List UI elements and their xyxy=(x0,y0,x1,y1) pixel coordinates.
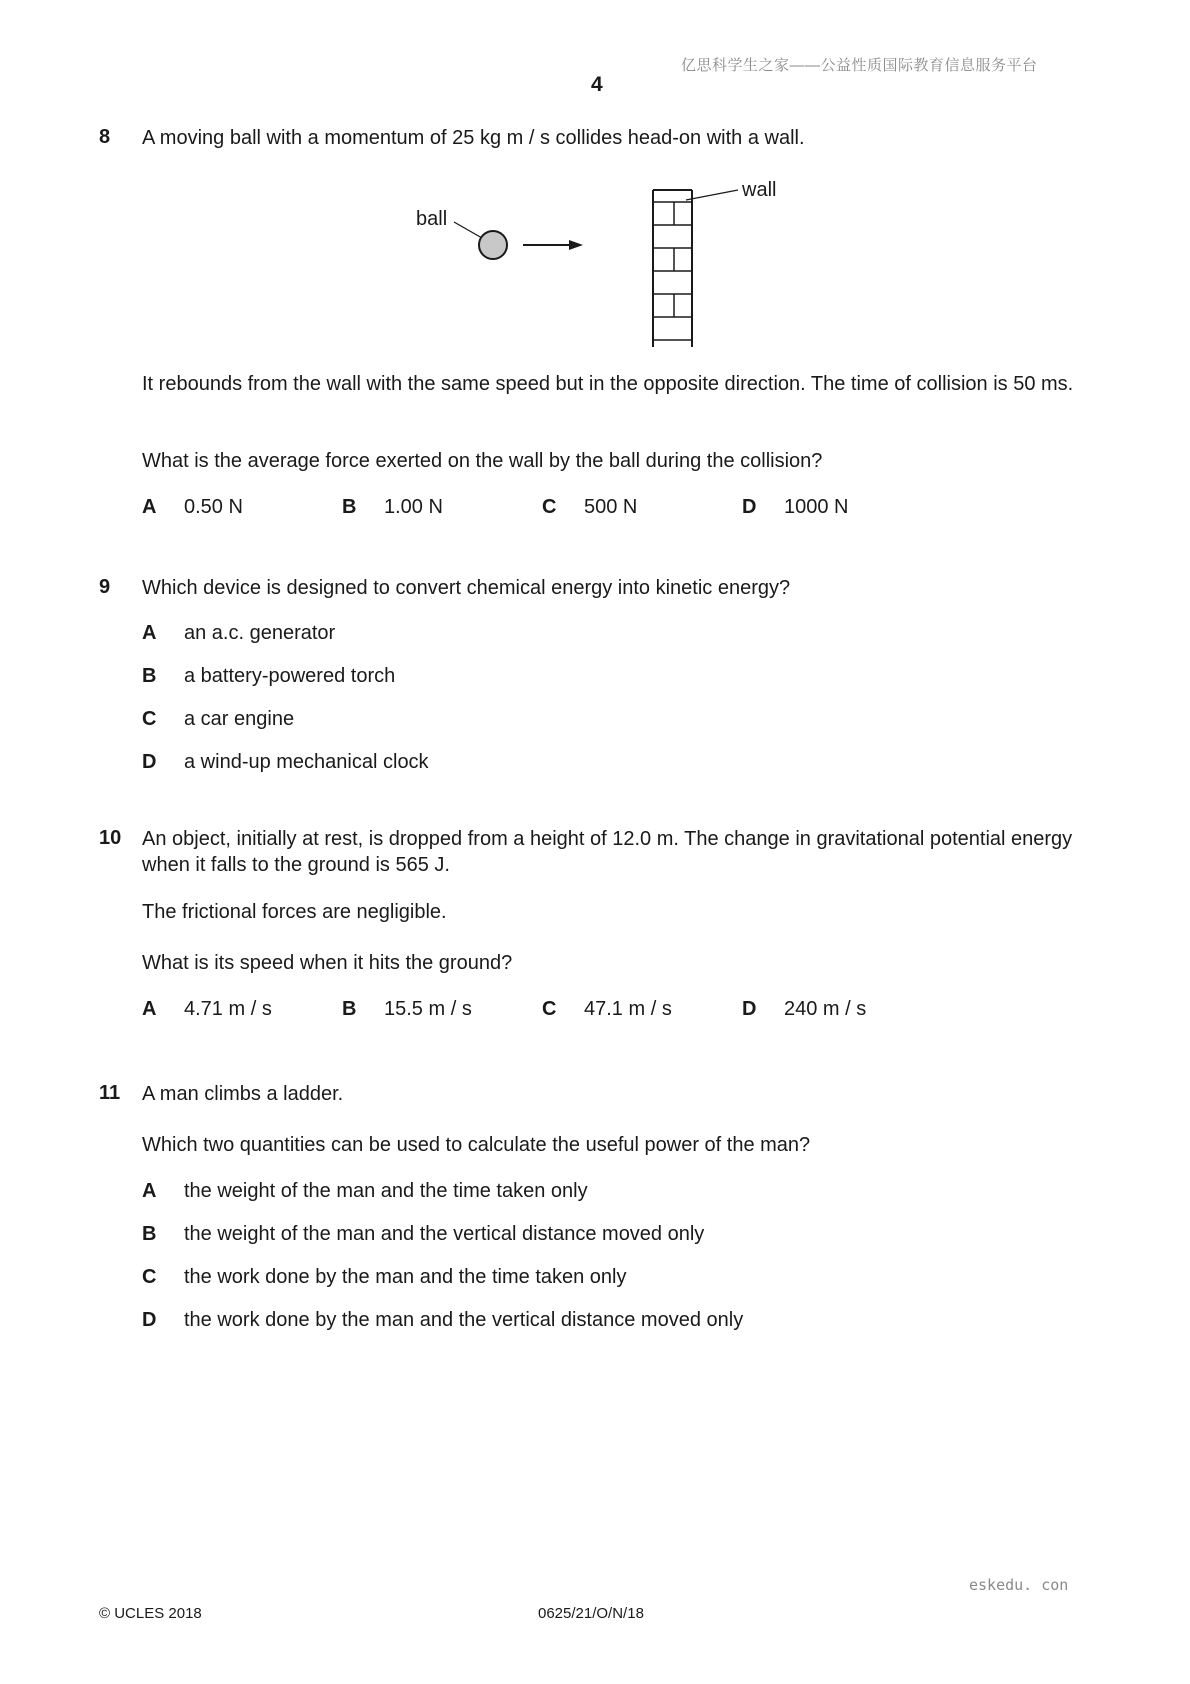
option-text: 15.5 m / s xyxy=(384,998,472,1020)
option-text: an a.c. generator xyxy=(184,622,336,644)
option-text: the weight of the man and the time taken only xyxy=(184,1180,588,1202)
option-text: 1000 N xyxy=(784,496,849,518)
option-text: the work done by the man and the vertical distance moved only xyxy=(184,1309,744,1331)
footer-copyright: © UCLES 2018 xyxy=(99,1605,202,1622)
option-text: a wind-up mechanical clock xyxy=(184,751,429,773)
wall-shape xyxy=(653,190,692,347)
option-letter: B xyxy=(342,496,357,518)
option-letter: C xyxy=(142,708,157,730)
question-text: It rebounds from the wall with the same speed but in the opposite direction. The time of collision is 50 ms. xyxy=(142,373,1074,395)
option-letter: A xyxy=(142,1180,157,1202)
question-number: 8 xyxy=(99,126,111,148)
question-number: 11 xyxy=(99,1082,121,1104)
question-stem: A man climbs a ladder. xyxy=(142,1083,344,1105)
question-stem: A moving ball with a momentum of 25 kg m / s collides head-on with a wall. xyxy=(142,127,805,149)
option-text: the weight of the man and the vertical distance moved only xyxy=(184,1223,705,1245)
option-letter: A xyxy=(142,998,157,1020)
option-text: the work done by the man and the time taken only xyxy=(184,1266,627,1288)
option-text: 47.1 m / s xyxy=(584,998,672,1020)
question-prompt: What is its speed when it hits the ground? xyxy=(142,952,513,974)
question-stem: Which device is designed to convert chemical energy into kinetic energy? xyxy=(142,577,791,599)
footer-watermark: eskedu. con xyxy=(969,1576,1069,1594)
question-prompt: What is the average force exerted on the wall by the ball during the collision? xyxy=(142,450,823,472)
wall-label: wall xyxy=(742,179,777,201)
option-letter: A xyxy=(142,622,157,644)
option-letter: D xyxy=(142,1309,157,1331)
question-number: 9 xyxy=(99,576,111,598)
question-stem: An object, initially at rest, is dropped from a height of 12.0 m. The change in gravitational potential energy when it falls to the ground is 565 J. xyxy=(142,828,1073,876)
question-number: 10 xyxy=(99,827,122,849)
ball-wall-diagram xyxy=(400,170,800,355)
option-letter: B xyxy=(342,998,357,1020)
option-text: a battery-powered torch xyxy=(184,665,396,687)
option-letter: C xyxy=(142,1266,157,1288)
option-text: 500 N xyxy=(584,496,638,518)
footer-paper-code: 0625/21/O/N/18 xyxy=(538,1605,644,1622)
page-number: 4 xyxy=(591,73,603,96)
ball-shape xyxy=(479,231,507,259)
option-letter: D xyxy=(742,998,757,1020)
option-text: 240 m / s xyxy=(784,998,867,1020)
option-letter: C xyxy=(542,496,557,518)
option-text: 0.50 N xyxy=(184,496,243,518)
header-watermark: 亿思科学生之家——公益性质国际教育信息服务平台 xyxy=(681,57,1038,74)
option-letter: B xyxy=(142,1223,157,1245)
ball-label: ball xyxy=(416,208,448,230)
option-text: 1.00 N xyxy=(384,496,443,518)
option-letter: C xyxy=(542,998,557,1020)
option-letter: B xyxy=(142,665,157,687)
question-text: The frictional forces are negligible. xyxy=(142,901,447,923)
option-text: 4.71 m / s xyxy=(184,998,272,1020)
option-letter: D xyxy=(142,751,157,773)
option-letter: D xyxy=(742,496,757,518)
option-text: a car engine xyxy=(184,708,295,730)
question-prompt: Which two quantities can be used to calculate the useful power of the man? xyxy=(142,1134,811,1156)
option-letter: A xyxy=(142,496,157,518)
